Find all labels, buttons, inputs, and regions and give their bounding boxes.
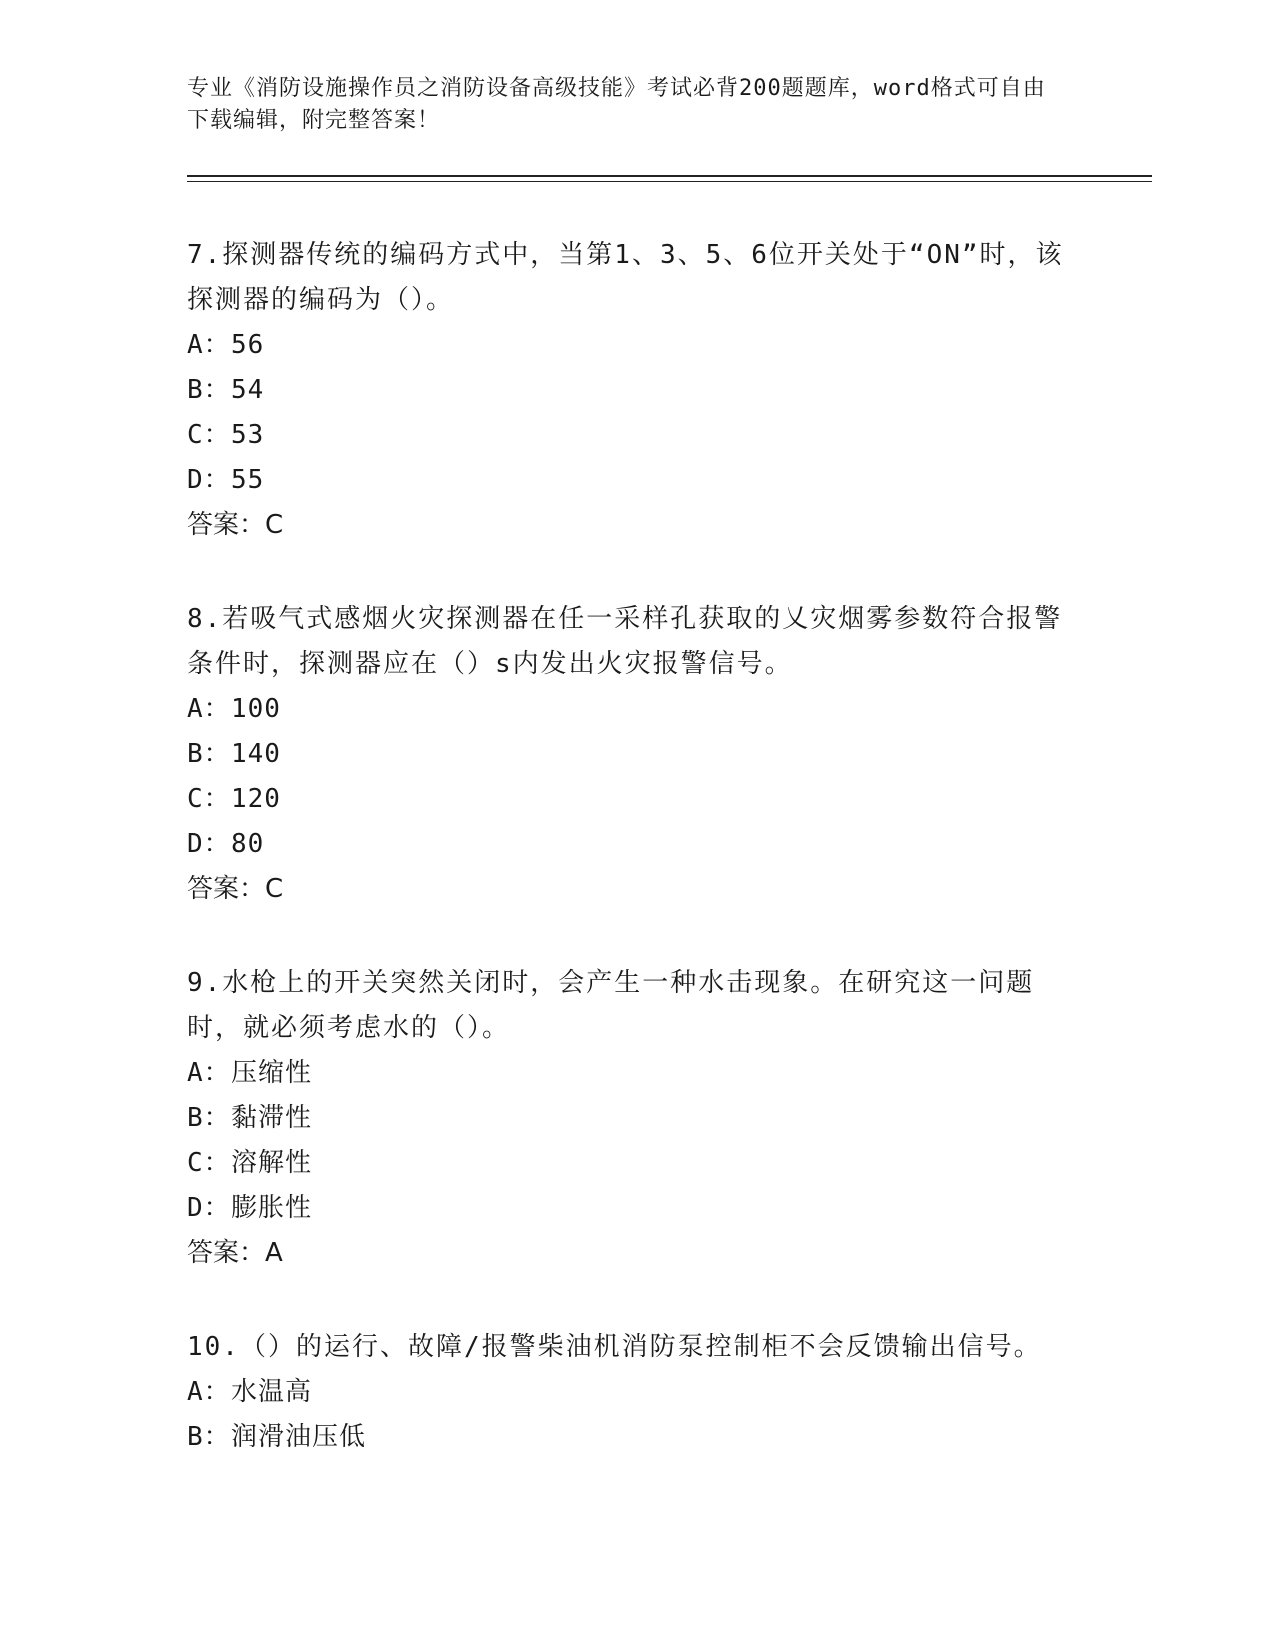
option-text: 润滑油压低: [231, 1422, 367, 1452]
option-c: [187, 413, 1067, 458]
header-divider-thick: [187, 175, 1152, 177]
option-b: [187, 368, 1067, 413]
option-d: [187, 822, 1067, 867]
option-key: B：: [187, 1103, 231, 1133]
option-text: 54: [231, 375, 265, 405]
option-key: B：: [187, 739, 231, 769]
option-key: A：: [187, 1058, 231, 1088]
option-text: 100: [231, 694, 281, 724]
option-b: [187, 1096, 1067, 1141]
option-text: 膨胀性: [231, 1193, 313, 1223]
document-header: 专业《消防设施操作员之消防设备高级技能》考试必背200题题库，word格式可自由下载编辑，附完整答案！: [187, 76, 1046, 133]
option-key: D：: [187, 465, 231, 495]
answer-line: 答案：C: [187, 874, 284, 904]
question-7: [187, 233, 1067, 548]
option-a: [187, 1051, 1067, 1096]
option-a: [187, 1370, 1067, 1415]
option-text: 140: [231, 739, 281, 769]
option-text: 溶解性: [231, 1148, 313, 1178]
option-key: B：: [187, 375, 231, 405]
option-key: A：: [187, 1377, 231, 1407]
option-key: C：: [187, 784, 231, 814]
option-key: B：: [187, 1422, 231, 1452]
option-c: [187, 777, 1067, 822]
option-text: 黏滞性: [231, 1103, 313, 1133]
option-d: [187, 458, 1067, 503]
option-text: 55: [231, 465, 265, 495]
option-text: 水温高: [231, 1377, 313, 1407]
option-text: 压缩性: [231, 1058, 313, 1088]
question-8: [187, 597, 1067, 912]
question-10: [187, 1325, 1067, 1460]
option-key: A：: [187, 330, 231, 360]
option-text: 120: [231, 784, 281, 814]
option-b: [187, 1415, 1067, 1460]
option-key: D：: [187, 829, 231, 859]
option-key: C：: [187, 420, 231, 450]
answer-line: 答案：A: [187, 1238, 283, 1268]
question-stem: 9.水枪上的开关突然关闭时，会产生一种水击现象。在研究这一问题时，就必须考虑水的（）。: [187, 968, 1035, 1043]
option-c: [187, 1141, 1067, 1186]
option-key: C：: [187, 1148, 231, 1178]
option-text: 53: [231, 420, 265, 450]
option-b: [187, 732, 1067, 777]
header-divider-thin: [187, 181, 1152, 182]
answer-line: 答案：C: [187, 510, 284, 540]
question-stem: 10.（）的运行、故障/报警柴油机消防泵控制柜不会反馈输出信号。: [187, 1332, 1042, 1362]
option-text: 56: [231, 330, 265, 360]
option-key: A：: [187, 694, 231, 724]
question-stem: 8.若吸气式感烟火灾探测器在任一采样孔获取的乂灾烟雾参数符合报警条件时，探测器应在（）s内发出火灾报警信号。: [187, 604, 1063, 679]
option-a: [187, 687, 1067, 732]
question-9: [187, 961, 1067, 1276]
question-stem: 7.探测器传统的编码方式中，当第1、3、5、6位开关处于“ON”时，该探测器的编码为（）。: [187, 240, 1064, 315]
option-text: 80: [231, 829, 265, 859]
option-d: [187, 1186, 1067, 1231]
option-a: [187, 323, 1067, 368]
option-key: D：: [187, 1193, 231, 1223]
